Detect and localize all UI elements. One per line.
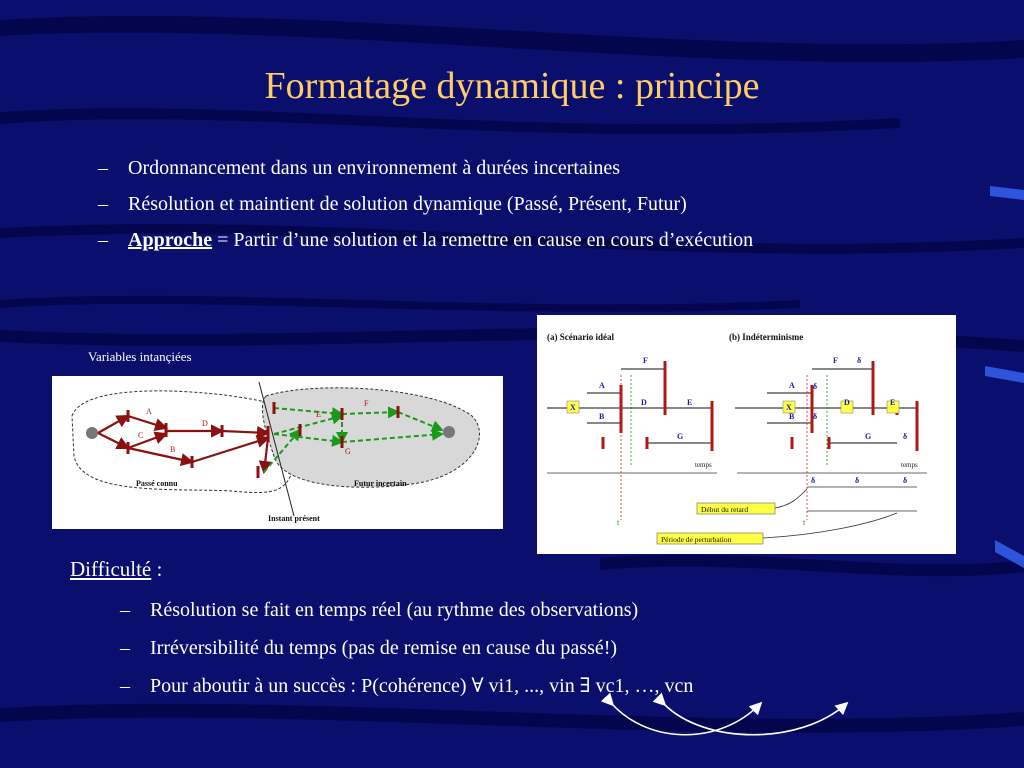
task-e-ideal: E	[687, 398, 693, 407]
start-node	[86, 427, 98, 439]
task-g-ideal: G	[677, 432, 684, 441]
left-figure	[52, 376, 503, 529]
delta-1: δ	[811, 476, 816, 485]
delta-g: δ	[903, 432, 908, 441]
task-f-indet: F	[833, 356, 838, 365]
list-item	[120, 671, 880, 701]
list-item	[120, 595, 880, 625]
task-d-ideal: D	[641, 398, 647, 407]
bullet-dash: –	[98, 193, 108, 215]
indet-title: (b) Indéterminisme	[729, 332, 804, 342]
label-past: Passé connu	[136, 479, 178, 488]
bullet-text: Pour aboutir à un succès : P(cohérence) ∀ vi1, ..., vin ∃ vc1, …, vcn	[150, 675, 694, 697]
task-f-ideal: F	[643, 356, 648, 365]
list-item	[120, 633, 880, 663]
label-g: G	[345, 447, 351, 456]
bullet-text: Ordonnancement dans un environnement à durées incertaines	[128, 157, 621, 179]
bottom-bullet-list	[120, 595, 880, 701]
delta-a: δ	[813, 382, 818, 391]
t-indet: t	[803, 518, 806, 527]
task-a-ideal: A	[599, 381, 605, 390]
task-d-indet: D	[844, 398, 850, 407]
task-e-indet: E	[890, 398, 896, 407]
label-now: Instant présent	[268, 514, 320, 523]
top-bullet-list	[98, 153, 828, 255]
label-f: F	[364, 399, 369, 408]
bullet-dash: –	[98, 157, 108, 179]
list-item	[98, 189, 828, 219]
bullet-text: Irréversibilité du temps (pas de remise en cause du passé!)	[150, 637, 618, 659]
bullet-text: = Partir d’une solution et la remettre en cause en cours d’exécution	[212, 229, 754, 251]
approche-label: Approche	[128, 229, 213, 251]
delta-b: δ	[813, 412, 818, 421]
difficulty-label: Difficulté	[70, 557, 152, 581]
temps-indet: temps	[901, 461, 918, 469]
delta-f: δ	[857, 356, 862, 365]
label-c: C	[138, 431, 144, 440]
list-item	[98, 153, 828, 183]
task-a-indet: A	[789, 381, 795, 390]
task-b-indet: B	[789, 412, 795, 421]
delta-2: δ	[855, 476, 860, 485]
label-d: D	[202, 419, 208, 428]
task-x-ideal: X	[570, 403, 576, 412]
task-x-indet: X	[786, 403, 792, 412]
task-b-ideal: B	[599, 412, 605, 421]
difficulty-colon: :	[151, 557, 163, 581]
slide-title: Formatage dynamique : principe	[264, 65, 760, 107]
label-a: A	[146, 407, 152, 416]
delta-3: δ	[903, 476, 908, 485]
right-figure	[537, 315, 956, 554]
t-ideal: t	[617, 518, 620, 527]
list-item	[98, 225, 828, 255]
scheduling-graph	[52, 376, 503, 529]
task-g-indet: G	[865, 432, 872, 441]
label-future: Futur incertain	[354, 479, 407, 488]
bullet-dash: –	[120, 675, 130, 697]
delay-start-label: Début du retard	[701, 505, 749, 514]
bullet-dash: –	[120, 599, 130, 621]
scenario-diagram	[537, 315, 956, 554]
difficulty-heading	[70, 557, 162, 582]
label-b: B	[170, 445, 176, 454]
bullet-text: Résolution se fait en temps réel (au rythme des observations)	[150, 599, 639, 621]
ideal-title: (a) Scénario idéal	[547, 332, 614, 342]
label-e: E	[316, 410, 321, 419]
figure-caption: Variables intançiées	[88, 349, 192, 364]
bullet-dash: –	[98, 229, 108, 251]
perturbation-label: Période de perturbation	[661, 535, 732, 544]
bullet-dash: –	[120, 637, 130, 659]
temps-ideal: temps	[695, 461, 712, 469]
end-node	[443, 426, 455, 438]
bullet-text: Résolution et maintient de solution dynamique (Passé, Présent, Futur)	[128, 193, 687, 215]
